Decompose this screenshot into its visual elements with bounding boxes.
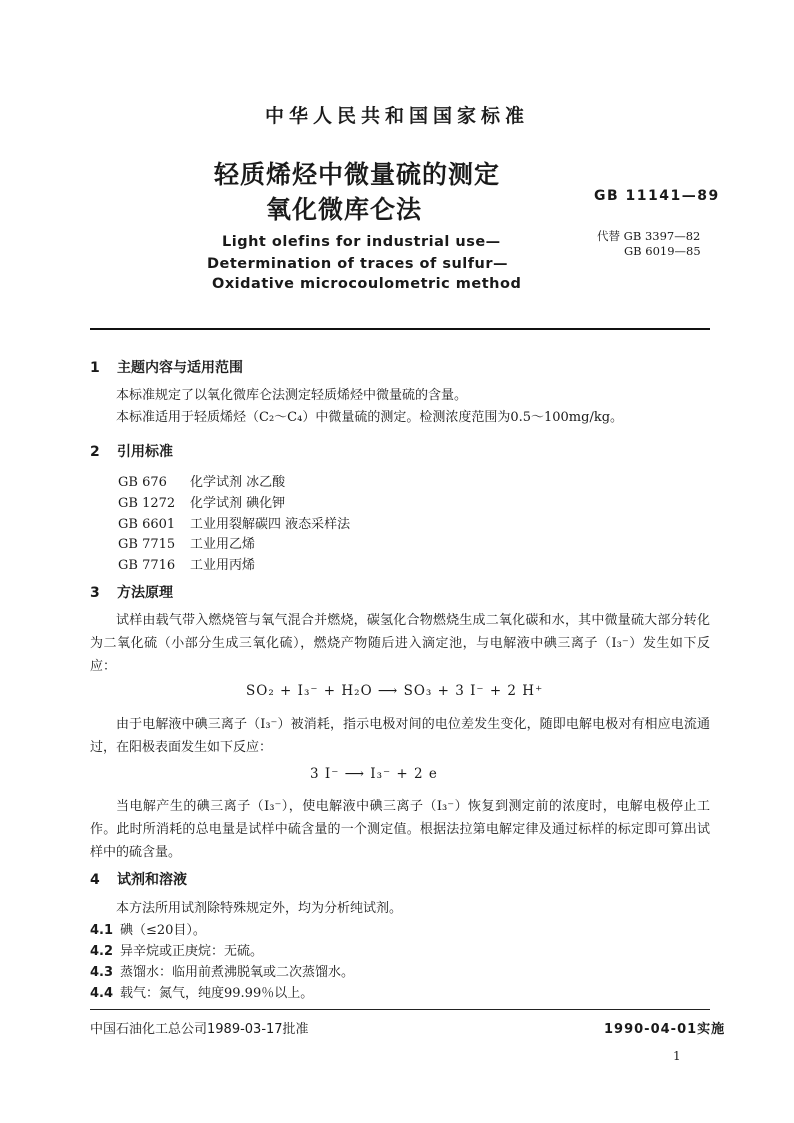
section-4-number: 4 <box>90 872 100 888</box>
section-3-para-3: 当电解产生的碘三离子（I₃⁻），使电解液中碘三离子（I₃⁻）恢复到测定前的浓度时，电解电极停止工作。此时所消耗的总电量是试样中硫含量的一个测定值。根据法拉第电解定律及通过标样的标定即可算出试样中的硫含量。 <box>90 799 710 860</box>
ref-item <box>118 492 285 511</box>
subsection-text: 异辛烷或正庚烷：无硫。 <box>120 944 264 959</box>
ref-item <box>118 554 255 573</box>
section-3-heading <box>90 582 173 602</box>
ref-name: 工业用裂解碳四 液态采样法 <box>190 517 351 532</box>
section-3-para-2: 由于电解液中碘三离子（I₃⁻）被消耗，指示电极对间的电位差发生变化，随即电解电极对有相应电流通过，在阳极表面发生如下反应： <box>90 717 710 755</box>
section-3-title: 方法原理 <box>117 585 173 601</box>
ref-name: 化学试剂 碘化钾 <box>190 496 286 511</box>
title-en-line1: Light olefins for industrial use— <box>222 234 501 250</box>
effective-date: 1990-04-01实施 <box>604 1022 726 1037</box>
reaction-equation-1: SO₂ + I₃⁻ + H₂O ⟶ SO₃ + 3 I⁻ + 2 H⁺ <box>246 683 544 699</box>
footer-divider <box>90 1009 710 1010</box>
replaces-line1: 代替 GB 3397—82 <box>597 229 701 243</box>
ref-code: GB 6601 <box>118 517 176 532</box>
ref-code: GB 1272 <box>118 496 176 511</box>
section-1-title: 主题内容与适用范围 <box>117 360 243 376</box>
subsection-item <box>90 982 313 1001</box>
section-2-number: 2 <box>90 444 100 460</box>
section-1-heading <box>90 357 243 377</box>
title-cn-line1: 轻质烯烃中微量硫的测定 <box>214 160 501 189</box>
subsection-number: 4.1 <box>90 923 114 938</box>
subsection-text: 载气：氮气，纯度99.99％以上。 <box>120 986 314 1001</box>
section-2-title: 引用标准 <box>117 444 173 460</box>
subsection-number: 4.3 <box>90 965 114 980</box>
ref-name: 工业用丙烯 <box>190 558 256 573</box>
replaces-block <box>597 229 701 259</box>
ref-item <box>118 533 255 552</box>
section-4-para-1: 本方法所用试剂除特殊规定外，均为分析纯试剂。 <box>116 901 403 916</box>
ref-name: 化学试剂 冰乙酸 <box>190 475 286 490</box>
section-4-title: 试剂和溶液 <box>117 872 187 888</box>
subsection-item <box>90 961 354 980</box>
reaction-equation-2: 3 I⁻ ⟶ I₃⁻ + 2 e <box>310 766 438 782</box>
ref-item <box>118 471 285 490</box>
ref-code: GB 7715 <box>118 537 176 552</box>
section-3-para-1: 试样由载气带入燃烧管与氧气混合并燃烧，碳氢化合物燃烧生成二氧化碳和水，其中微量硫大部分转化为二氧化硫（小部分生成三氧化硫），燃烧产物随后进入滴定池，与电解液中碘三离子（I₃⁻）发生如下反应： <box>90 613 710 674</box>
country-standard-heading: 中华人民共和国国家标准 <box>264 105 529 127</box>
page-number: 1 <box>673 1049 681 1063</box>
subsection-text: 蒸馏水：临用前煮沸脱氧或二次蒸馏水。 <box>120 965 355 980</box>
section-4-heading <box>90 869 187 889</box>
title-en-line2: Determination of traces of sulfur— <box>207 256 509 272</box>
standard-code: GB 11141—89 <box>594 188 720 204</box>
title-en-line3: Oxidative microcoulometric method <box>212 276 522 292</box>
ref-code: GB 7716 <box>118 558 176 573</box>
header-divider <box>90 328 710 330</box>
subsection-item <box>90 919 206 938</box>
title-cn-line2: 氧化微库仑法 <box>266 195 423 224</box>
ref-name: 工业用乙烯 <box>190 537 256 552</box>
ref-item <box>118 513 350 532</box>
section-1-number: 1 <box>90 360 100 376</box>
subsection-number: 4.2 <box>90 944 114 959</box>
section-2-heading <box>90 441 173 461</box>
subsection-text: 碘（≤20目）。 <box>120 923 206 938</box>
subsection-number: 4.4 <box>90 986 114 1001</box>
approval-date: 中国石油化工总公司1989-03-17批准 <box>90 1022 309 1037</box>
ref-code: GB 676 <box>118 475 167 490</box>
section-3-number: 3 <box>90 585 100 601</box>
section-1-para-1: 本标准规定了以氧化微库仑法测定轻质烯烃中微量硫的含量。 <box>116 388 468 403</box>
subsection-item <box>90 940 263 959</box>
replaces-line2: GB 6019—85 <box>624 244 701 258</box>
section-1-para-2: 本标准适用于轻质烯烃（C₂～C₄）中微量硫的测定。检测浓度范围为0.5～100mg/kg。 <box>116 410 624 425</box>
